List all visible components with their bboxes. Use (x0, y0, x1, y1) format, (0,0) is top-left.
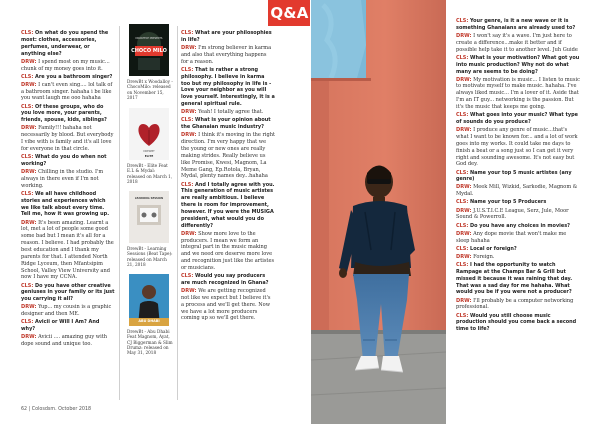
interview-text: What is your opinion about the Ghanaian music industry? (181, 117, 271, 131)
interview-question (456, 223, 581, 230)
interview-text: I can't even sing.... lol talk of a bathroom singer. hahaha i be like you want laugh me ooo hahaha (21, 81, 113, 102)
interview-question (456, 55, 581, 76)
interview-question (456, 18, 581, 32)
speaker-label: CLS: (456, 312, 469, 319)
interview-column-5 (456, 18, 581, 334)
interview-text: What is your motivation? What got you into music production? Why not do what many are seems to be doing? (456, 54, 580, 75)
speaker-label: DRW: (21, 334, 37, 341)
interview-answer (181, 288, 275, 322)
interview-question (21, 319, 115, 333)
speaker-label: CLS: (181, 66, 194, 73)
cover-title: LEARNING SESSION (134, 197, 164, 200)
interview-text: Foreign. (473, 253, 495, 260)
album-cover-chocomilo (129, 24, 169, 76)
interview-text: We are getting recognized not like we expect but I believe it's a process and we'll get there. Now we have a lot more producers coming up so we'll get there. (181, 288, 271, 322)
release-tile (124, 108, 174, 184)
interview-question (181, 30, 275, 44)
speaker-label: CLS: (21, 282, 34, 289)
speaker-label: DRW: (456, 230, 472, 237)
release-caption: DrewBt x Woodalloy - ChocoMilo: released on November 15, 2017 (127, 79, 173, 100)
interview-text: I think it's moving in the right direction. I'm very happy that we the young or new ones are really making strides. Really believe us like Promise, Kwesi, Magnom, La Meme Gang, Ep.Rotola, Bryan, Mydal, plenty names dey...hahaha (181, 132, 276, 180)
interview-column-1 (21, 30, 115, 349)
artist-photo (311, 0, 446, 424)
speaker-label: DRW: (21, 125, 37, 132)
interview-text: Yup... my cousin is a graphic designer and then ME. (21, 304, 112, 318)
speaker-label: DRW: (456, 32, 472, 39)
interview-text: Chilling in the studio. I'm always in there even if I'm not working. (21, 169, 104, 189)
interview-question (21, 104, 115, 125)
interview-text: Of these groups, who do you love more, your parents, friends, spouse, kids, siblings? (21, 103, 107, 124)
speaker-label: CLS: (456, 245, 469, 252)
release-caption: DrewBt - Abu Dhabi Feat Magnom, Ayat, CJ Biggerman & Slim Drumz: released on May 31, 2018 (127, 329, 173, 356)
page-number: 62 (21, 407, 28, 412)
speaker-label: DRW: (181, 230, 197, 237)
interview-text: Are you a bathroom singer? (35, 73, 113, 80)
interview-text: What goes into your music? What type of sounds do you produce? (456, 112, 578, 125)
speaker-label: DRW: (181, 44, 197, 51)
interview-answer (456, 254, 581, 261)
interview-answer (456, 33, 581, 54)
release-tile (124, 274, 174, 355)
speaker-label: CLS: (21, 319, 34, 326)
release-tile (124, 191, 174, 267)
interview-question (181, 67, 275, 108)
speaker-label: CLS: (181, 117, 194, 124)
interview-text: My motivation is music... I listen to music to motivate myself to make music. hahaha. I've always liked music... I'm a lover of it. Aside that I'm an IT guy... networking is the passion. But it's the music that keeps me going. (456, 76, 580, 111)
interview-text: Your genre, is it a new wave or it is something Ghanaians are already used to? (456, 18, 576, 31)
album-cover-elite (129, 108, 169, 160)
interview-answer (21, 82, 115, 103)
interview-answer (21, 220, 115, 282)
cover-title: CHOCO MILO (131, 48, 167, 54)
interview-column-3 (181, 30, 275, 324)
interview-answer (456, 208, 581, 222)
interview-text: Family!!! hahaha not necessarily by blood. But everybody I vibe with is family and it's all love for everyone in that circle. (21, 125, 114, 152)
speaker-label: CLS: (456, 169, 469, 176)
interview-text: Yeah! I totally agree that. (198, 109, 264, 116)
speaker-label: DRW: (456, 127, 472, 134)
cover-title: ELITE (144, 154, 154, 158)
interview-text: Show more love to the producers. I mean we form an integral part in the music making and we need ore deserve more love and recognition just like the artistes or musicians. (181, 230, 275, 271)
interview-text: What are your philosophies in life? (181, 30, 272, 43)
interview-text: Do you have other creative geniuses in your family or its just you carrying it all? (21, 282, 115, 303)
speaker-label: DRW: (456, 207, 472, 214)
interview-answer (456, 231, 581, 245)
interview-question (181, 273, 275, 287)
release-caption: DrewBt - Learning Sessions (Beat Tape): released on March 21, 2018 (127, 246, 173, 267)
speaker-label: CLS: (21, 103, 34, 110)
speaker-label: DRW: (21, 81, 37, 88)
interview-text: Would you say producers are much recognized in Ghana? (181, 273, 269, 286)
column-divider (177, 26, 178, 400)
cover-title: ABU DHABI (138, 319, 160, 323)
speaker-label: DRW: (21, 169, 37, 176)
interview-question (21, 74, 115, 81)
interview-question (21, 30, 115, 57)
speaker-label: CLS: (181, 273, 194, 280)
speaker-label: CLS: (181, 181, 194, 188)
interview-answer (21, 304, 115, 318)
interview-answer (181, 109, 275, 116)
speaker-label: DRW: (181, 288, 197, 295)
speaker-label: CLS: (456, 54, 469, 61)
interview-question (21, 283, 115, 304)
interview-text: Local or foreign? (470, 245, 517, 252)
interview-answer (456, 77, 581, 111)
speaker-label: CLS: (456, 199, 469, 206)
speaker-label: CLS: (456, 112, 469, 119)
interview-text: Meek Mill, Wizkid, Sarkodie, Magnom & Mydal. (456, 184, 578, 198)
interview-text: I produce any genre of music...that's what I want to be known for... and a lot of work goes into my works. It could take me days to finish a beat or a song just so I can get it very right and sounding awesome. It's not easy but God dey. (456, 127, 578, 168)
interview-text: Do you have any choices in movies? (470, 222, 571, 229)
speaker-label: CLS: (21, 190, 34, 197)
speaker-label: CLS: (21, 73, 34, 80)
interview-question (456, 170, 581, 184)
interview-text: I spend most on my music... chunk of my money goes into it. (21, 58, 110, 72)
interview-text: I'll probably be a computer networking professional. (456, 297, 574, 311)
interview-text: I had the opportunity to watch Rampage at the Champs Bar & Grill but missed it because it was raining that day. That was a sad day for me hahaha. What would you be if you were not a producer? (456, 262, 573, 296)
album-cover-learning-session (129, 191, 169, 243)
speaker-label: DRW: (456, 184, 472, 191)
interview-answer (181, 132, 275, 180)
speaker-label: CLS: (456, 18, 469, 24)
footer-separator: | (28, 407, 31, 412)
release-caption: DrewBt - Elite Feat E.L & Mydal: released on March 1, 2018 (127, 163, 173, 184)
speaker-label: CLS: (21, 30, 34, 36)
interview-text: Would you still choose music production should you come back a second time to life? (456, 312, 577, 333)
interview-text: I won't say it's a wave. I'm just here to create a difference...make it better and if possible help take it to another level. Juh Guide (456, 32, 578, 53)
section-banner (268, 0, 310, 26)
speaker-label: DRW: (21, 219, 37, 226)
interview-question (456, 313, 581, 334)
interview-text: That is rather a strong philosophy. I believe in karma too but my philosophy in life is - Love your neighbor as you will love yourself. Interestingly, it is a general spiritual rule. (181, 66, 275, 108)
speaker-label: DRW: (181, 132, 197, 139)
interview-answer (21, 334, 115, 348)
cover-label: DREWBT (143, 150, 155, 153)
speaker-label: DRW: (21, 304, 37, 311)
interview-question (21, 191, 115, 218)
interview-answer (181, 45, 275, 66)
interview-text: Name your top 5 music artistes (any genre) (456, 169, 572, 183)
speaker-label: CLS: (21, 154, 34, 161)
speaker-label: CLS: (456, 262, 469, 268)
interview-text: Avicii .... amazing guy with dope sound and unique too. (21, 334, 108, 348)
interview-text: Avicii or Will I Am? And why? (21, 319, 100, 333)
interview-text: And I totally agree with you. This generation of music artistes are really ambitious. I believe there is room for improvement, however. If you were the MUSIGA president, what would you do differently? (181, 181, 275, 229)
interview-answer (21, 125, 115, 152)
interview-question (456, 246, 581, 253)
section-title: Q&A (270, 4, 309, 22)
interview-question (456, 112, 581, 126)
interview-answer (456, 127, 581, 168)
interview-text: Any dope movie that won't make me sleep hahaha (456, 230, 567, 244)
interview-answer (21, 59, 115, 73)
speaker-label: DRW: (456, 76, 472, 83)
speaker-label: CLS: (456, 222, 469, 229)
release-tile (124, 24, 174, 100)
speaker-label: DRW: (21, 58, 37, 65)
interview-answer (456, 184, 581, 198)
speaker-label: DRW: (456, 297, 472, 304)
album-cover-abu-dhabi (129, 274, 169, 326)
interview-text: I'm strong believer in karma and also that everything happens for a reason. (181, 44, 272, 65)
cover-label: DRAWTECH PRESENTS (135, 37, 163, 40)
artist-photo-art (311, 0, 446, 424)
interview-text: Name your top 5 Producers (470, 199, 547, 206)
interview-answer (456, 298, 581, 312)
interview-text: It's been amazing. Learnt a lot, met a lot of people some good some bad but I mean it's all for a reason. I believe. I had probably the best education and I thank my parents for that. I attended North Ridge Lyceum, then Mfantsipim School, Valley View University and now I have my CCNA. (21, 219, 114, 281)
speaker-label: CLS: (181, 30, 194, 36)
interview-answer (21, 169, 115, 190)
speaker-label: DRW: (181, 109, 197, 116)
interview-question (456, 262, 581, 296)
interview-text: On what do you spend the most: clothes, accessories, perfumes, underwear, or anything else? (21, 30, 109, 57)
column-divider (119, 26, 120, 400)
interview-question (181, 182, 275, 230)
publication-name: Colosdsm. (31, 407, 57, 412)
speaker-label: DRW: (456, 253, 472, 260)
interview-question (181, 117, 275, 131)
interview-answer (181, 231, 275, 272)
interview-text: We all have childhood stories and experiences which we like talk about every time. Tell me, how it was growing up. (21, 190, 110, 218)
interview-text: J.U.S.T.I.C.E League, Serz, Jule, Moor Sound & Powerroll. (456, 207, 569, 221)
interview-question (456, 199, 581, 206)
interview-text: What do you do when not working? (21, 154, 107, 167)
page-footer (21, 407, 91, 412)
interview-question (21, 154, 115, 168)
issue-date: October 2018 (58, 407, 92, 412)
